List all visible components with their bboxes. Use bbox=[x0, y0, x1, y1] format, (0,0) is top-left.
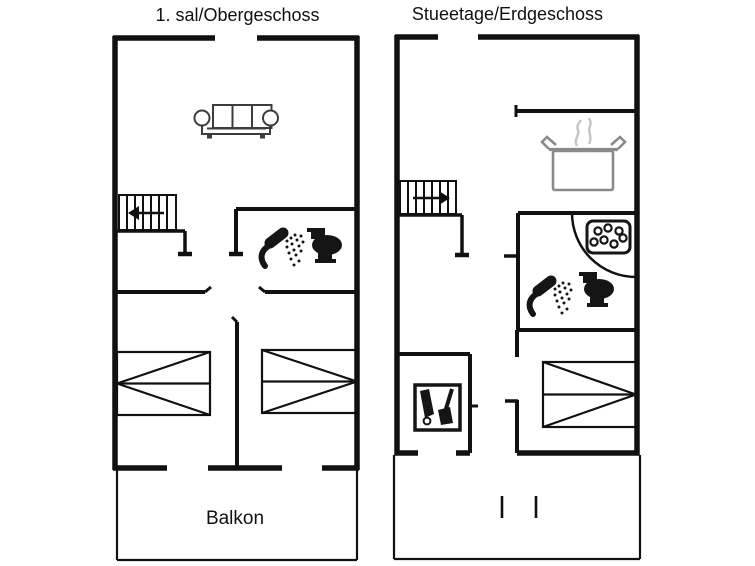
sauna-stove-icon bbox=[587, 221, 630, 253]
shower-icon bbox=[262, 233, 305, 267]
double-bed-icon bbox=[117, 352, 210, 415]
double-bed-icon bbox=[543, 362, 636, 427]
upper-floor-title: 1. sal/Obergeschoss bbox=[155, 5, 320, 25]
toilet-icon bbox=[579, 272, 614, 307]
cooking-pot-icon bbox=[542, 118, 625, 190]
garden-tools-icon bbox=[415, 385, 460, 430]
kitchen-wall bbox=[516, 105, 637, 117]
ground-floor-plan bbox=[394, 35, 640, 559]
toilet-icon bbox=[307, 228, 342, 263]
upper-floor-plan bbox=[113, 36, 359, 560]
steam-wisp bbox=[576, 120, 581, 146]
steam-wisp bbox=[589, 118, 591, 144]
double-bed-icon bbox=[262, 350, 357, 413]
stairs-down-icon bbox=[119, 195, 176, 230]
sofa-icon bbox=[195, 105, 279, 139]
stairs-arrow-left bbox=[128, 206, 139, 220]
balcony-label: Balkon bbox=[205, 508, 265, 529]
terrace-outline bbox=[394, 455, 640, 559]
shower-icon bbox=[530, 281, 573, 315]
stairs-up-icon bbox=[400, 181, 456, 214]
ground-floor-title: Stueetage/Erdgeschoss bbox=[411, 4, 604, 24]
